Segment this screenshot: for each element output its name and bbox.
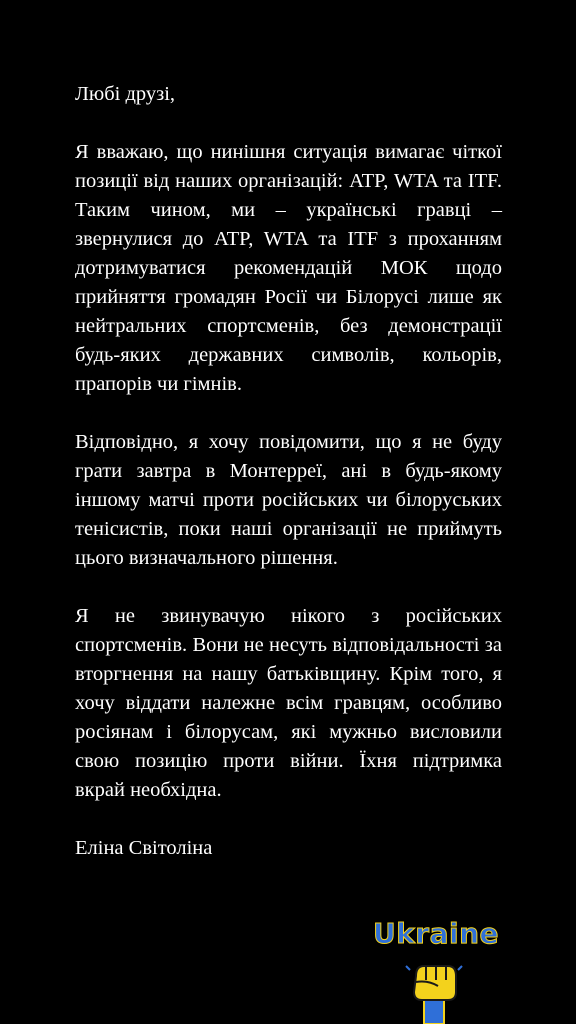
letter: [75, 80, 502, 863]
letter-paragraph-3: Я не звинувачую нікого з російських спортсменів. Вони не несуть відповідальності за вторгнення на нашу батьківщину. Крім того, я хочу віддати належне всім гравцям, особливо росіянам і білорусам, які мужньо висловили свою позицію проти війни. Їхня підтримка вкрай необхідна.: [75, 605, 502, 801]
letter-greeting: Любі друзі,: [75, 83, 176, 105]
letter-paragraph-1: Я вважаю, що нинішня ситуація вимагає чіткої позиції від наших організацій: ATP, WTA та ITF. Таким чином, ми – українські гравці – звернулися до ATP, WTA та ITF з проханням дотримуватися рекомендацій МОК щодо прийняття громадян Росії чи Білорусі лише як нейтральних спортсменів, без демонстрації будь-яких державних символів, кольорів, прапорів чи гімнів.: [75, 141, 502, 395]
letter-signature: Еліна Світоліна: [75, 837, 213, 859]
letter-paragraph-2: Відповідно, я хочу повідомити, що я не буду грати завтра в Монтерреї, ані в будь-якому іншому матчі проти російських чи білоруських тенісистів, поки наші організації не приймуть цього визначального рішення.: [75, 431, 502, 569]
ukraine-sticker: [366, 912, 506, 1024]
raised-fist-icon: [404, 952, 464, 1024]
ukraine-sticker-text: Ukraine: [372, 917, 500, 950]
